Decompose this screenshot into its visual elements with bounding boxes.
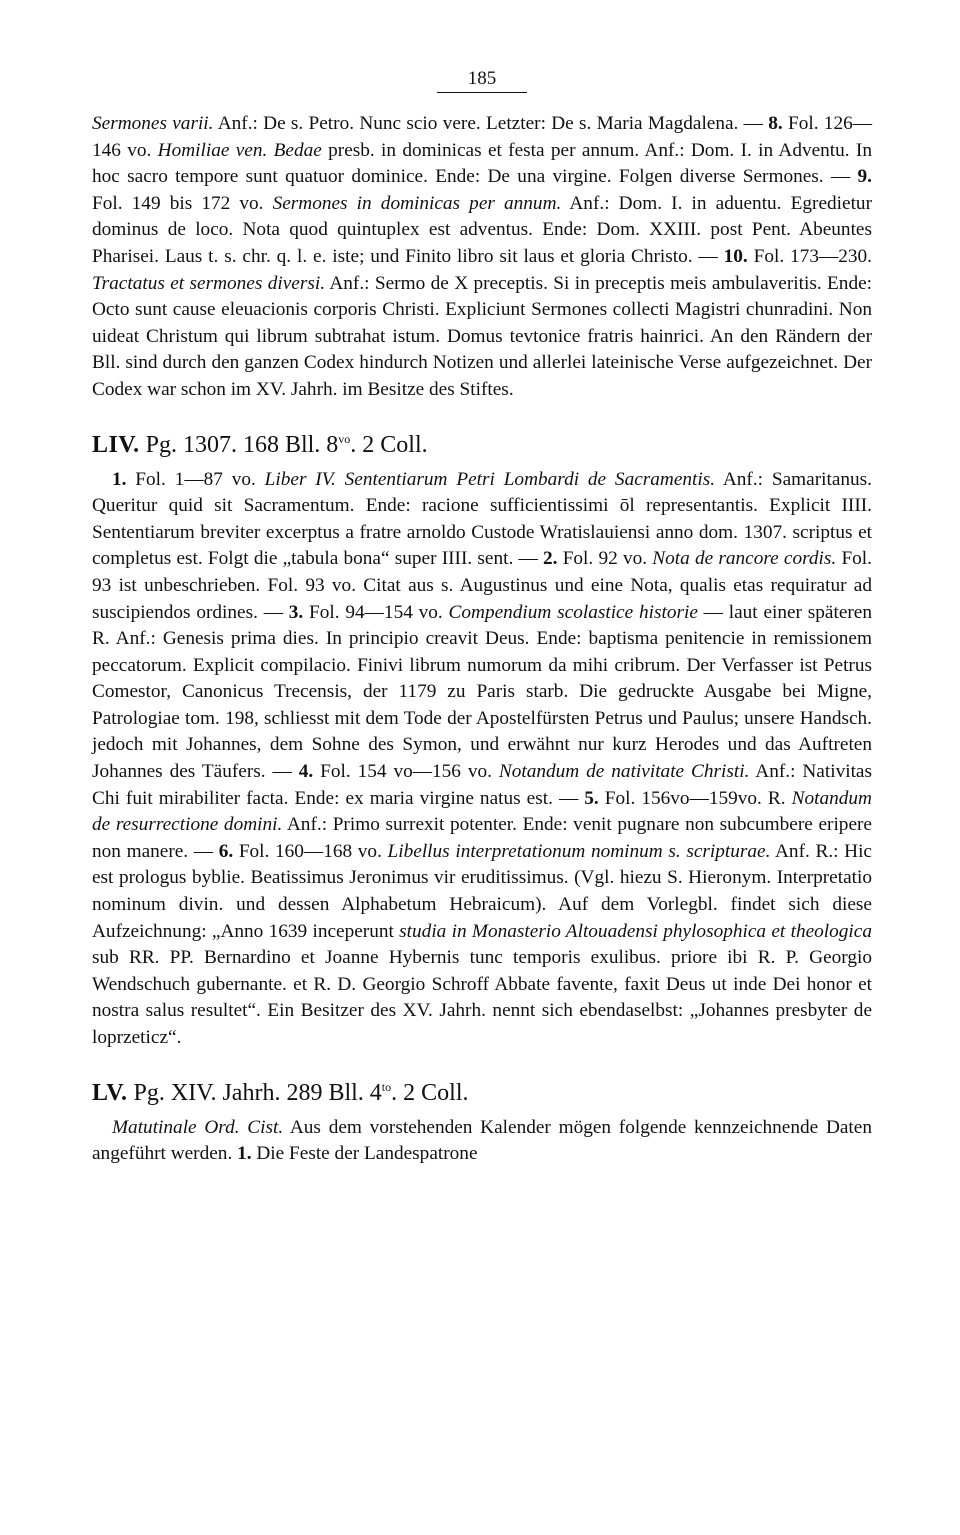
item-number: 3. bbox=[288, 601, 304, 623]
body-text: Fol. 160—168 vo. bbox=[233, 840, 388, 862]
body-text: Fol. 173—230. bbox=[747, 245, 872, 267]
body-text: Fol. 154 vo—156 vo. bbox=[313, 761, 499, 783]
body-text: — laut einer späteren R. Anf.: Genesis prima dies. In principio creavit Deus. Ende: baptisma penitencie in remissionem peccatorum. Explicit compilacio. Finivi librum numorum da mihi cribrum. Der Verfasser ist Petrus Comestor, Canonicus Trecensis, der 1179 zu Paris starb. Die gedruckte Ausgabe bei Migne, Patrologiae tom. 198, schliesst mit dem Tode der Apostelfürsten Petrus und Paulus; unsere Handsch. jedoch mit Johannes, dem Sohne des Symon, und erwähnt nur kurz Herodes und das Auftreten Johannes des Täufers. — bbox=[92, 601, 873, 783]
title-text: Liber IV. Sententiarum Petri Lombardi de Sacramentis. bbox=[264, 468, 716, 490]
title-text: Libellus interpretationum nominum s. scripturae. bbox=[387, 840, 771, 862]
body-text: Aus dem vorstehenden Kalender mögen folgende kennzeichnende Daten angeführt werden. bbox=[92, 1116, 872, 1165]
section-heading-sup: vo bbox=[338, 431, 351, 446]
paragraph-sermones bbox=[92, 111, 872, 404]
title-text: Nota de rancore cordis. bbox=[652, 548, 837, 570]
body-text: Fol. 149 bis 172 vo. bbox=[92, 192, 273, 214]
section-heading-liv bbox=[92, 432, 872, 459]
section-number: LV. bbox=[92, 1079, 128, 1106]
body-text: Fol. 94—154 vo. bbox=[303, 601, 449, 623]
section-heading-text: Pg. XIV. Jahrh. 289 Bll. 4 bbox=[127, 1079, 382, 1106]
title-text: Sermones varii. bbox=[92, 113, 214, 134]
item-number: 9. bbox=[857, 166, 872, 188]
body-text: Anf.: Nativitas Chi fuit mirabiliter facta. Ende: ex maria virgine natus est. — bbox=[92, 761, 872, 809]
item-number: 5. bbox=[584, 787, 599, 809]
body-text: Anf.: De s. Petro. Nunc scio vere. Letzter: De s. Maria Magdalena. — bbox=[213, 113, 769, 134]
title-text: Compendium scolastice historie bbox=[448, 601, 698, 623]
section-heading-lv bbox=[92, 1080, 872, 1107]
body-text: presb. in dominicas et festa per annum. Anf.: Dom. I. in Adventu. In hoc sacro tempore sunt quatuor dominice. Ende: De una virgine. Folgen diverse Sermones. — bbox=[92, 139, 872, 188]
body-text: Anf.: Primo surrexit potenter. Ende: venit pugnare non subcumbere eripere non manere. — bbox=[92, 814, 872, 862]
body-text: Anf.: Dom. I. in aduentu. Egredietur dominus de loco. Nota quod quintuplex est adventus. Ende: Dom. XXIII. post Pent. Abeuntes Pharisei. Laus t. s. chr. q. l. e. iste; und Finito libro sit laus et gloria Christo. — bbox=[92, 192, 872, 267]
item-number: 8. bbox=[768, 113, 783, 134]
body-text: Anf.: Samaritanus. Queritur quid sit Sacramentum. Ende: racione sufficientissimi ōl representantis. Explicit IIII. Sententiarum breviter excerptus a fratre arnoldo Custode Wratislauiensi anno dom. 1307. scriptus et completus est. Folgt die „tabula bona“ super IIII. sent. — bbox=[92, 468, 872, 570]
title-text: Notandum de resurrectione domini. bbox=[92, 787, 872, 836]
title-text: Tractatus et sermones diversi. bbox=[92, 272, 326, 294]
section-heading-text: Pg. 1307. 168 Bll. 8 bbox=[139, 431, 339, 458]
body-text: Fol. 156vo—159vo. R. bbox=[598, 787, 792, 809]
page bbox=[92, 68, 872, 1168]
title-text: Homiliae ven. Bedae bbox=[157, 139, 322, 161]
page-number-rule bbox=[437, 92, 527, 93]
title-text: Matutinale Ord. Cist. bbox=[112, 1116, 284, 1138]
section-heading-text: . 2 Coll. bbox=[350, 431, 428, 458]
body-text: sub RR. PP. Bernardino et Joanne Hybernis tunc temporis exulibus. priore ibi R. P. Georgio Wendschuch gubernante. et R. D. Georgio Schroff Abbate favente, faxit Deus ut inde Dei honor et nostra salus resultet“. Ein Besitzer des XV. Jahrh. nennt sich ebendaselbst: „Johannes presbyter de loprzeticz“. bbox=[92, 947, 872, 1048]
title-text: studia in Monasterio Altouadensi phylosophica et theologica bbox=[399, 920, 872, 942]
section-number: LIV. bbox=[92, 431, 140, 458]
section-heading-text: . 2 Coll. bbox=[391, 1079, 469, 1106]
body-text: Fol. 126—146 vo. bbox=[92, 113, 873, 161]
body-text: Die Feste der Landespatrone bbox=[251, 1143, 478, 1165]
body-text: Fol. 93 ist unbeschrieben. Fol. 93 vo. Citat aus s. Augustinus und eine Nota, qualis etas requiratur ad suscipiendos ordines. — bbox=[92, 548, 872, 623]
body-text: Anf. R.: Hic est prologus byblie. Beatissimus Jeronimus vir eruditissimus. (Vgl. hiezu S. Hieronym. Interpretatio nominum divin. und dessen Alphabetum Hebraicum). Auf dem Vorlegbl. findet sich diese Aufzeichnung: „Anno 1639 inceperunt bbox=[92, 840, 872, 942]
item-number: 6. bbox=[218, 840, 234, 862]
page-number: 185 bbox=[467, 68, 497, 89]
item-number: 1. bbox=[112, 468, 127, 490]
item-number: 2. bbox=[543, 548, 558, 570]
body-text: Anf.: Sermo de X preceptis. Si in preceptis meis ambulaveritis. Ende: Octo sunt cause eleuacionis corporis Christi. Expliciunt Sermones collecti Magistri chunradini. Non uideat Christum qui librum subtrahat istum. Domus tevtonice fratris hainrici. An den Rändern der Bll. sind durch den ganzen Codex hindurch Notizen und allerlei lateinische Verse aufgezeichnet. Der Codex war schon im XV. Jahrh. im Besitze des Stiftes. bbox=[92, 272, 872, 400]
paragraph-lv bbox=[92, 1115, 872, 1168]
body-text: Fol. 1—87 vo. bbox=[126, 468, 265, 490]
title-text: Notandum de nativitate Christi. bbox=[498, 761, 750, 783]
item-number: 4. bbox=[298, 761, 314, 783]
item-number: 1. bbox=[237, 1143, 252, 1165]
body-text: Fol. 92 vo. bbox=[557, 548, 653, 570]
section-heading-sup: to bbox=[381, 1079, 392, 1094]
item-number: 10. bbox=[723, 245, 748, 267]
paragraph-liv bbox=[92, 467, 872, 1052]
title-text: Sermones in dominicas per annum. bbox=[272, 192, 562, 214]
